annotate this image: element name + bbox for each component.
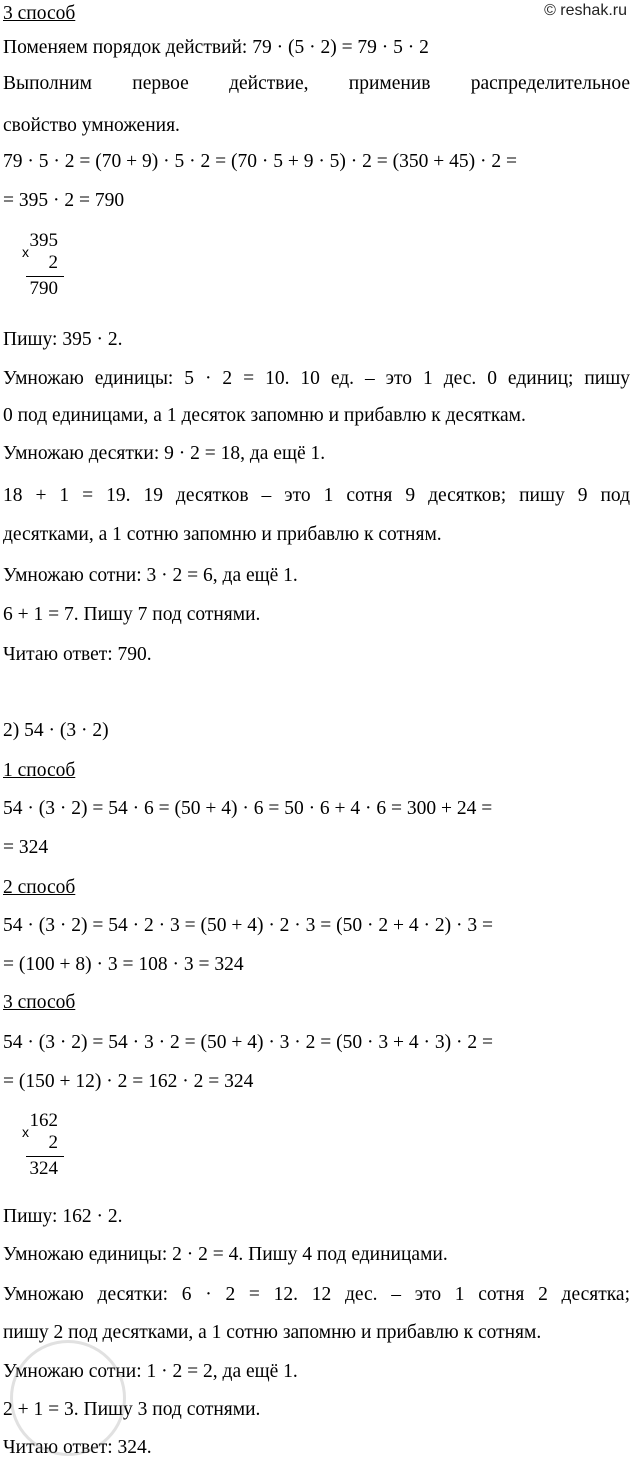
distributive-intro-cont: свойство умножения. — [3, 115, 180, 136]
tens-step-2: Умножаю десятки: 6 · 2 = 12. 12 дес. – это 1 сотня 2 десятка; — [3, 1284, 630, 1305]
result-divider — [26, 1156, 64, 1157]
method-1-heading: 1 способ — [3, 760, 76, 781]
method-2-line-1: 54 · (3 · 2) = 54 · 2 · 3 = (50 + 4) · 2 · 3 = (50 · 2 + 4 · 2) · 3 = — [3, 915, 494, 936]
site-watermark-label: © reshak.ru — [544, 2, 627, 19]
method-1-line-2: = 324 — [3, 837, 49, 858]
expression-line-1: 79 · 5 · 2 = (70 + 9) · 5 · 2 = (70 · 5 + 9 · 5) · 2 = (350 + 45) · 2 = — [3, 151, 518, 172]
column-multiplication-162 — [4, 1110, 64, 1180]
method-3b-line-1: 54 · (3 · 2) = 54 · 3 · 2 = (50 + 4) · 3 · 2 = (50 · 3 + 4 · 3) · 2 = — [3, 1032, 494, 1053]
method-1-line-1: 54 · (3 · 2) = 54 · 6 = (50 + 4) · 6 = 50 · 6 + 4 · 6 = 300 + 24 = — [3, 798, 493, 819]
method-3b-heading: 3 способ — [3, 992, 76, 1013]
units-step-cont: 0 под единицами, а 1 десяток запомню и прибавлю к десяткам. — [3, 405, 526, 426]
task-2-title: 2) 54 · (3 · 2) — [3, 720, 109, 741]
column-multiplication-395 — [4, 230, 64, 300]
multiply-sign-icon: x — [22, 244, 29, 260]
units-step-2: Умножаю единицы: 2 · 2 = 4. Пишу 4 под единицами. — [3, 1244, 448, 1265]
tens-step-2-cont: пишу 2 под десятками, а 1 сотню запомню и прибавлю к сотням. — [3, 1322, 542, 1343]
answer-line: Читаю ответ: 790. — [3, 644, 152, 665]
result-divider — [26, 276, 64, 277]
method-2-line-2: = (100 + 8) · 3 = 108 · 3 = 324 — [3, 954, 244, 975]
tens-step-sum: 18 + 1 = 19. 19 десятков – это 1 сотня 9 десятков; пишу 9 под — [3, 485, 630, 506]
distributive-intro: Выполним первое действие, применив распределительное — [3, 73, 630, 94]
multiply-sign-icon: x — [22, 1124, 29, 1140]
tens-step-cont: десятками, а 1 сотню запомню и прибавлю к сотням. — [3, 524, 442, 545]
watermark-seal-icon — [10, 1340, 126, 1456]
units-step: Умножаю единицы: 5 · 2 = 10. 10 ед. – это 1 дес. 0 единиц; пишу — [3, 368, 630, 389]
hundreds-step-2: Умножаю сотни: 1 · 2 = 2, да ещё 1. — [3, 1361, 298, 1382]
multiplicand: 395 — [29, 230, 58, 251]
product: 790 — [29, 278, 58, 299]
product: 324 — [29, 1158, 58, 1179]
answer-line-2: Читаю ответ: 324. — [3, 1437, 152, 1458]
write-line-2: Пишу: 162 · 2. — [3, 1206, 123, 1227]
expression-line-2: = 395 · 2 = 790 — [3, 190, 125, 211]
method-3-heading: 3 способ — [3, 3, 76, 24]
reorder-text: Поменяем порядок действий: 79 · (5 · 2) = 79 · 5 · 2 — [3, 37, 429, 58]
write-line: Пишу: 395 · 2. — [3, 329, 123, 350]
hundreds-step-2-sum: 2 + 1 = 3. Пишу 3 под сотнями. — [3, 1399, 261, 1420]
tens-step: Умножаю десятки: 9 · 2 = 18, да ещё 1. — [3, 443, 326, 464]
method-3b-line-2: = (150 + 12) · 2 = 162 · 2 = 324 — [3, 1071, 254, 1092]
method-2-heading: 2 способ — [3, 877, 76, 898]
multiplicand: 162 — [29, 1110, 58, 1131]
multiplier: 2 — [48, 1132, 58, 1153]
hundreds-step-sum: 6 + 1 = 7. Пишу 7 под сотнями. — [3, 604, 261, 625]
multiplier: 2 — [48, 252, 58, 273]
hundreds-step: Умножаю сотни: 3 · 2 = 6, да ещё 1. — [3, 565, 298, 586]
